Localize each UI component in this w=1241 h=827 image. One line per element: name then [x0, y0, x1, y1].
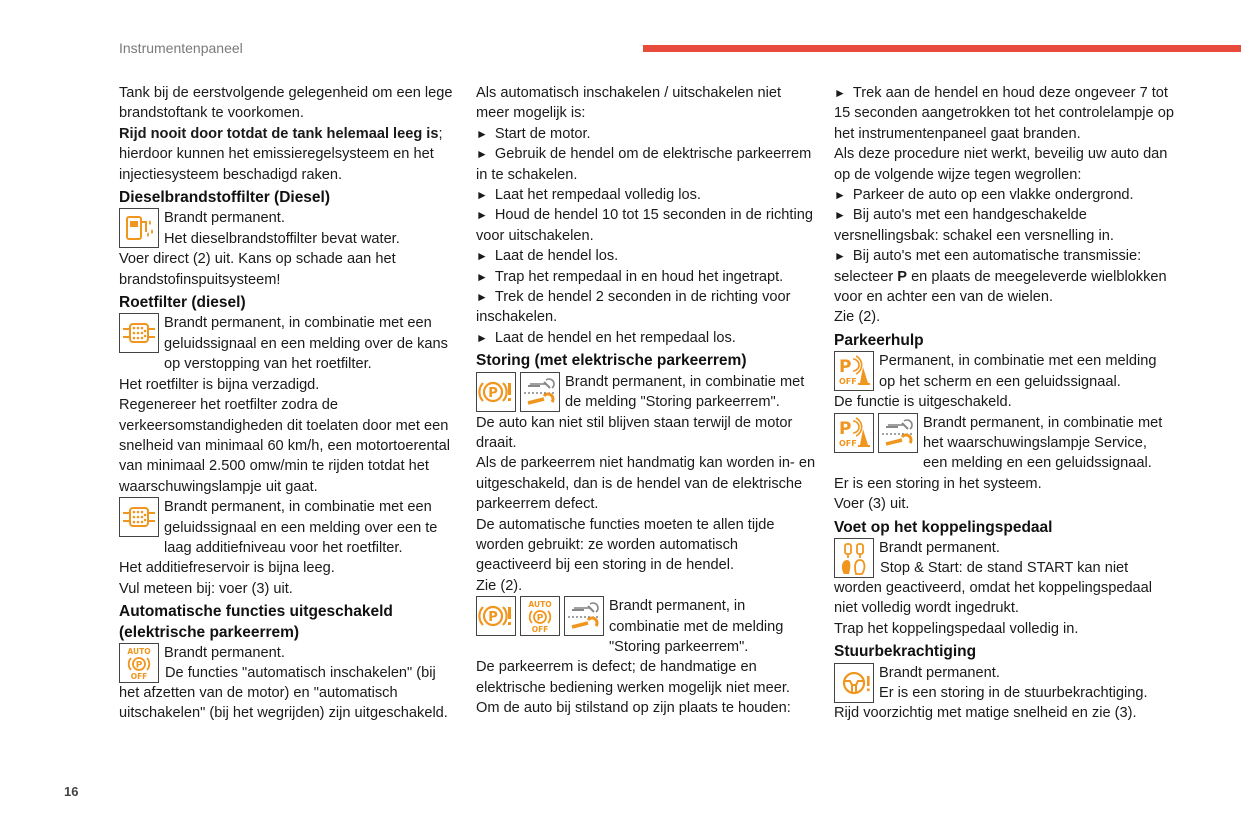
step-item: ► Trek aan de hendel en houd deze ongeveer 7 tot 15 seconden aangetrokken tot het controlelampje op het instrumentenpaneel gaat branden.: [834, 85, 1174, 142]
diesel-filter-desc: Het dieselbrandstoffilter bevat water.: [164, 230, 400, 247]
brake-fault-status: Brandt permanent, in combinatie met de melding "Storing parkeerrem".: [565, 373, 805, 411]
paragraph-diesel-action: Voer direct (2) uit. Kans op schade aan het brandstofinspuitsysteem!: [119, 251, 396, 288]
svg-text:AUTO: AUTO: [127, 646, 151, 656]
paragraph-clutch: Trap het koppelingspedaal volledig in.: [834, 620, 1079, 637]
svg-text:OFF: OFF: [130, 671, 148, 681]
step-item: ► Trap het rempedaal in en houd het ingetrapt.: [476, 268, 784, 285]
service-wrench-icon: [520, 372, 560, 412]
column-3: [834, 83, 1174, 724]
particle-filter-entry-2: [119, 497, 454, 558]
parking-brake-fault-icon: [476, 372, 516, 412]
park-assist-entry-2: [834, 413, 1174, 474]
column-2: [476, 83, 816, 719]
svg-text:P: P: [536, 613, 544, 624]
service-wrench-icon: [878, 413, 918, 453]
clutch-foot-icon: [834, 538, 874, 578]
paragraph-park-1: De functie is uitgeschakeld.: [834, 394, 1012, 411]
power-steering-desc: Er is een storing in de stuurbekrachtiging.: [879, 684, 1148, 701]
particle-filter-icon: [119, 497, 159, 537]
svg-text:AUTO: AUTO: [528, 600, 552, 610]
paragraph-park-2: Er is een storing in het systeem.: [834, 475, 1042, 492]
paragraph-brake-1: De auto kan niet stil blijven staan terwijl de motor draait.: [476, 414, 793, 451]
power-steering-entry: [834, 663, 1174, 704]
clutch-desc: Stop & Start: de stand START kan niet worden geactiveerd, omdat het koppelingspedaal niet volledig wordt ingedrukt.: [834, 559, 1153, 617]
step-item: ► Start de motor.: [476, 125, 591, 142]
diesel-filter-status: Brandt permanent.: [164, 210, 285, 227]
service-wrench-icon: [564, 596, 604, 636]
particle-filter-entry-1: [119, 313, 454, 374]
paragraph-park-3: Voer (3) uit.: [834, 496, 910, 513]
park-assist-off-icon: [834, 351, 874, 391]
step-item: ► Laat de hendel en het rempedaal los.: [476, 329, 736, 346]
heading-particle-filter: Roetfilter (diesel): [119, 294, 246, 312]
paragraph-particle-3: Het additiefreservoir is bijna leeg.: [119, 560, 335, 577]
step-item: ► Laat het rempedaal volledig los.: [476, 187, 701, 204]
brake-fault-status-2: Brandt permanent, in combinatie met de melding "Storing parkeerrem".: [609, 598, 784, 655]
paragraph-brake-3: De automatische functies moeten te allen tijde worden gebruikt: ze worden automatisch geactiveerd bij een storing in de hendel.: [476, 516, 775, 574]
brake-fault-entry: [476, 372, 816, 413]
step-item: ► Gebruik de hendel om de elektrische parkeerrem in te schakelen.: [476, 146, 812, 183]
power-steering-status: Brandt permanent.: [879, 664, 1000, 681]
parking-brake-fault-icon: [476, 596, 516, 636]
paragraph-tank: Tank bij de eerstvolgende gelegenheid om een lege brandstoftank te voorkomen.: [119, 85, 453, 122]
particle-filter-icon: [119, 313, 159, 353]
paragraph-particle-2: Regenereer het roetfilter zodra de verkeersomstandigheden dit toelaten door met een snelheid van minimaal 60 km/h, een motortoerental van minimaal 2.500 omw/min te rijden totdat het waarschuwingslampje uit gaat.: [119, 397, 450, 495]
step-item: ► Bij auto's met een handgeschakelde versnellingsbak: schakel een versnelling in.: [834, 207, 1114, 244]
step-item: ► Houd de hendel 10 tot 15 seconden in de richting voor uitschakelen.: [476, 207, 813, 244]
steering-wheel-warning-icon: [834, 663, 874, 703]
paragraph-procedure: Als deze procedure niet werkt, beveilig uw auto dan op de volgende wijze tegen wegrollen:: [834, 146, 1168, 183]
particle-filter-status-1: Brandt permanent, in combinatie met een geluidssignaal en een melding over de kans op verstopping van het roetfilter.: [164, 315, 448, 373]
paragraph-brake-6: Om de auto bij stilstand op zijn plaats te houden:: [476, 700, 791, 717]
heading-park-assist: Parkeerhulp: [834, 331, 924, 349]
heading-brake-fault: Storing (met elektrische parkeerrem): [476, 352, 747, 370]
auto-functions-desc: De functies "automatisch inschakelen" (bij het afzetten van de motor) en "automatisch uitschakelen" (bij het wegrijden) zijn uitgeschakeld.: [119, 664, 448, 722]
paragraph-brake-2: Als de parkeerrem niet handmatig kan worden in- en uitgeschakeld, dan is de hendel van de elektrische parkeerrem defect.: [476, 455, 816, 513]
heading-auto-functions: Automatische functies uitgeschakeld (elektrische parkeerrem): [119, 603, 393, 641]
diesel-filter-entry: [119, 208, 454, 249]
paragraph-tank-warning: Rijd nooit door totdat de tank helemaal leeg is; hierdoor kunnen het emissieregelsysteem en het injectiesysteem beschadigd raken.: [119, 125, 443, 183]
svg-text:P: P: [135, 660, 143, 671]
step-item: ► Bij auto's met een automatische transmissie: selecteer P en plaats de meegeleverde wielblokken voor en achter een van de wielen.: [834, 248, 1167, 306]
heading-clutch: Voet op het koppelingspedaal: [834, 518, 1053, 536]
park-assist-off-icon: [834, 413, 874, 453]
paragraph-particle-1: Het roetfilter is bijna verzadigd.: [119, 376, 320, 393]
paragraph-particle-4: Vul meteen bij: voer (3) uit.: [119, 580, 293, 597]
step-item: ► Trek de hendel 2 seconden in de richting voor inschakelen.: [476, 289, 791, 326]
heading-diesel-filter: Dieselbrandstoffilter (Diesel): [119, 189, 331, 207]
park-assist-status: Permanent, in combinatie met een melding op het scherm en een geluidssignaal.: [879, 353, 1157, 390]
park-assist-entry: [834, 351, 1174, 392]
page-number: 16: [64, 784, 79, 799]
brake-fault-entry-2: [476, 596, 816, 657]
diesel-filter-water-icon: [119, 208, 159, 248]
auto-functions-status: Brandt permanent.: [164, 644, 285, 661]
heading-power-steering: Stuurbekrachtiging: [834, 643, 977, 661]
auto-off-parking-brake-icon: [520, 596, 560, 636]
clutch-status: Brandt permanent.: [879, 539, 1000, 556]
auto-off-parking-brake-icon: [119, 643, 159, 683]
particle-filter-status-2: Brandt permanent, in combinatie met een geluidssignaal en een melding over een te laag additiefniveau voor het roetfilter.: [164, 499, 438, 556]
paragraph-see-2: Zie (2).: [834, 309, 881, 326]
column-1: [119, 83, 454, 724]
paragraph-brake-5: De parkeerrem is defect; de handmatige en elektrische bediening werken mogelijk niet meer.: [476, 659, 790, 696]
section-header: Instrumentenpaneel: [119, 40, 243, 56]
step-item: ► Parkeer de auto op een vlakke ondergrond.: [834, 187, 1134, 204]
svg-text:OFF: OFF: [531, 625, 549, 635]
section-accent-bar: [643, 45, 1241, 52]
paragraph-steering: Rijd voorzichtig met matige snelheid en zie (3).: [834, 705, 1137, 722]
step-item: ► Laat de hendel los.: [476, 248, 619, 265]
paragraph-intro: Als automatisch inschakelen / uitschakelen niet meer mogelijk is:: [476, 85, 782, 122]
park-assist-status-2: Brandt permanent, in combinatie met het waarschuwingslampje Service, een melding en een geluidssignaal.: [923, 414, 1163, 472]
paragraph-brake-4: Zie (2).: [476, 577, 523, 594]
